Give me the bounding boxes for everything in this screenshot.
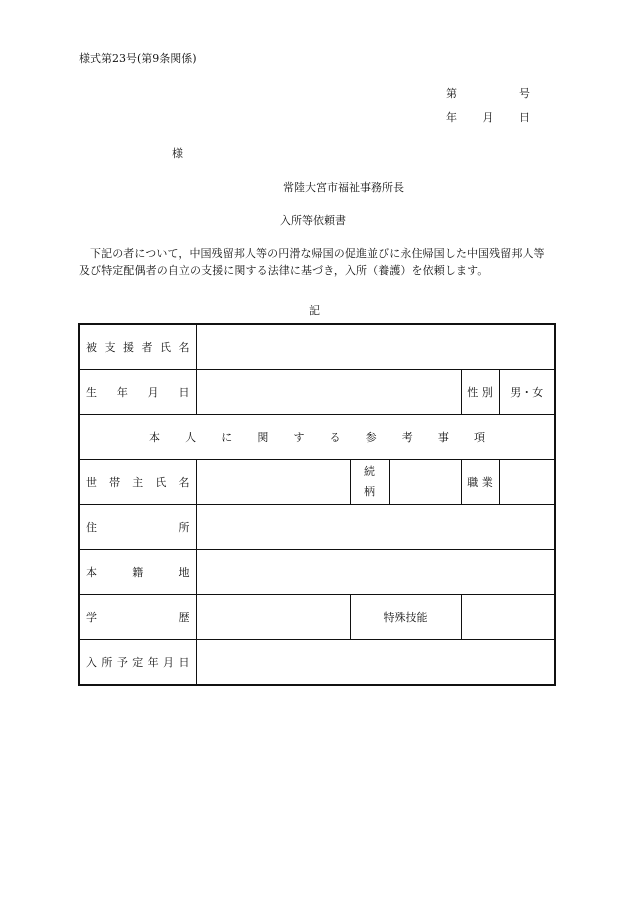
label-char: 関 [257,430,269,444]
ref-go: 号 [519,87,530,100]
spread-education [86,609,190,625]
label-char: 援 [123,340,134,354]
field-sex-options[interactable]: 男・女 [499,369,555,414]
field-occupation[interactable] [499,459,555,504]
label-char: 本 [149,430,160,444]
label-char: 世 [86,475,97,489]
record-mark: 記 [309,304,320,317]
label-char: 日 [178,385,190,399]
spread-reference-header [104,429,530,445]
label-char: 住 [86,521,97,535]
label-special-skills: 特殊技能 [350,595,461,640]
label-supported-person-name [79,324,196,369]
field-special-skills[interactable] [461,595,555,640]
field-householder-name[interactable] [196,459,350,504]
spread-admission-date [86,654,190,670]
label-education [79,595,196,640]
row-reference-header [79,414,555,459]
label-char: 籍 [132,566,144,580]
request-form-table [78,323,556,686]
body-text: 下記の者について，中国残留邦人等の円滑な帰国の促進並びに永住帰国した中国残留邦人等及び特定配偶者の自立の支援に関する法律に基づき，入所（養護）を依頼します。 [79,247,545,277]
row-birth-date [79,369,555,414]
label-char: 学 [86,611,97,625]
spread-householder-name [86,474,190,490]
label-occupation: 職 業 [461,459,499,504]
reference-number-line [446,85,530,101]
label-char: 名 [178,475,190,489]
label-char: る [329,430,341,444]
field-relationship[interactable] [389,459,461,504]
label-char: 月 [147,385,159,399]
label-char: 本 [86,566,97,580]
field-education[interactable] [196,595,350,640]
label-char: 支 [104,340,116,354]
relationship-char-1: 続 [364,464,375,478]
label-char: す [293,430,305,444]
document-title: 入所等依頼書 [280,214,346,227]
date-line [446,109,530,125]
row-address [79,505,555,550]
label-char: 参 [365,430,377,444]
spread-supported-person-name [86,339,190,355]
label-admission-date [79,640,196,685]
field-address[interactable] [196,505,555,550]
label-char: 所 [101,656,113,670]
label-birth-date [79,369,196,414]
issuer: 常陸大宮市福祉事務所長 [283,181,404,194]
form-number: 様式第23号(第9条関係) [79,52,197,65]
spread-domicile [86,564,190,580]
addressee: 様 [172,147,183,160]
relationship-char-2: 柄 [364,484,375,498]
label-char: 定 [132,656,144,670]
field-admission-date[interactable] [196,640,555,685]
label-char: 被 [86,340,97,354]
label-char: 主 [132,475,144,489]
label-char: 者 [141,340,153,354]
label-char: 名 [178,340,190,354]
label-char: に [221,430,233,444]
date-year: 年 [446,111,457,124]
ref-dai: 第 [446,87,457,100]
label-householder-name [79,459,196,504]
date-day: 日 [519,111,530,124]
label-char: 帯 [109,475,121,489]
label-char: 歴 [178,611,190,625]
label-char: 項 [473,430,485,444]
field-domicile[interactable] [196,550,555,595]
reference-header [79,414,555,459]
label-char: 生 [86,385,97,399]
label-domicile [79,550,196,595]
label-char: 氏 [155,475,167,489]
field-birth-date[interactable] [196,369,461,414]
label-char: 地 [178,566,190,580]
spread-birth-date [86,384,190,400]
label-char: 日 [178,656,190,670]
label-sex: 性 別 [461,369,499,414]
row-householder [79,459,555,504]
label-char: 予 [116,656,128,670]
row-admission-date [79,640,555,685]
row-supported-person [79,324,555,369]
label-char: 年 [147,656,159,670]
spread-address [86,519,190,535]
label-char: 氏 [160,340,171,354]
label-char: 月 [163,656,175,670]
label-char: 考 [401,430,413,444]
label-char: 年 [116,385,128,399]
field-supported-person-name[interactable] [196,324,555,369]
date-month: 月 [482,111,494,124]
label-relationship [350,459,389,504]
label-char: 人 [185,430,197,444]
label-char: 事 [437,430,449,444]
label-address [79,505,196,550]
label-char: 入 [86,656,97,670]
row-domicile [79,550,555,595]
label-char: 所 [178,521,190,535]
row-education [79,595,555,640]
